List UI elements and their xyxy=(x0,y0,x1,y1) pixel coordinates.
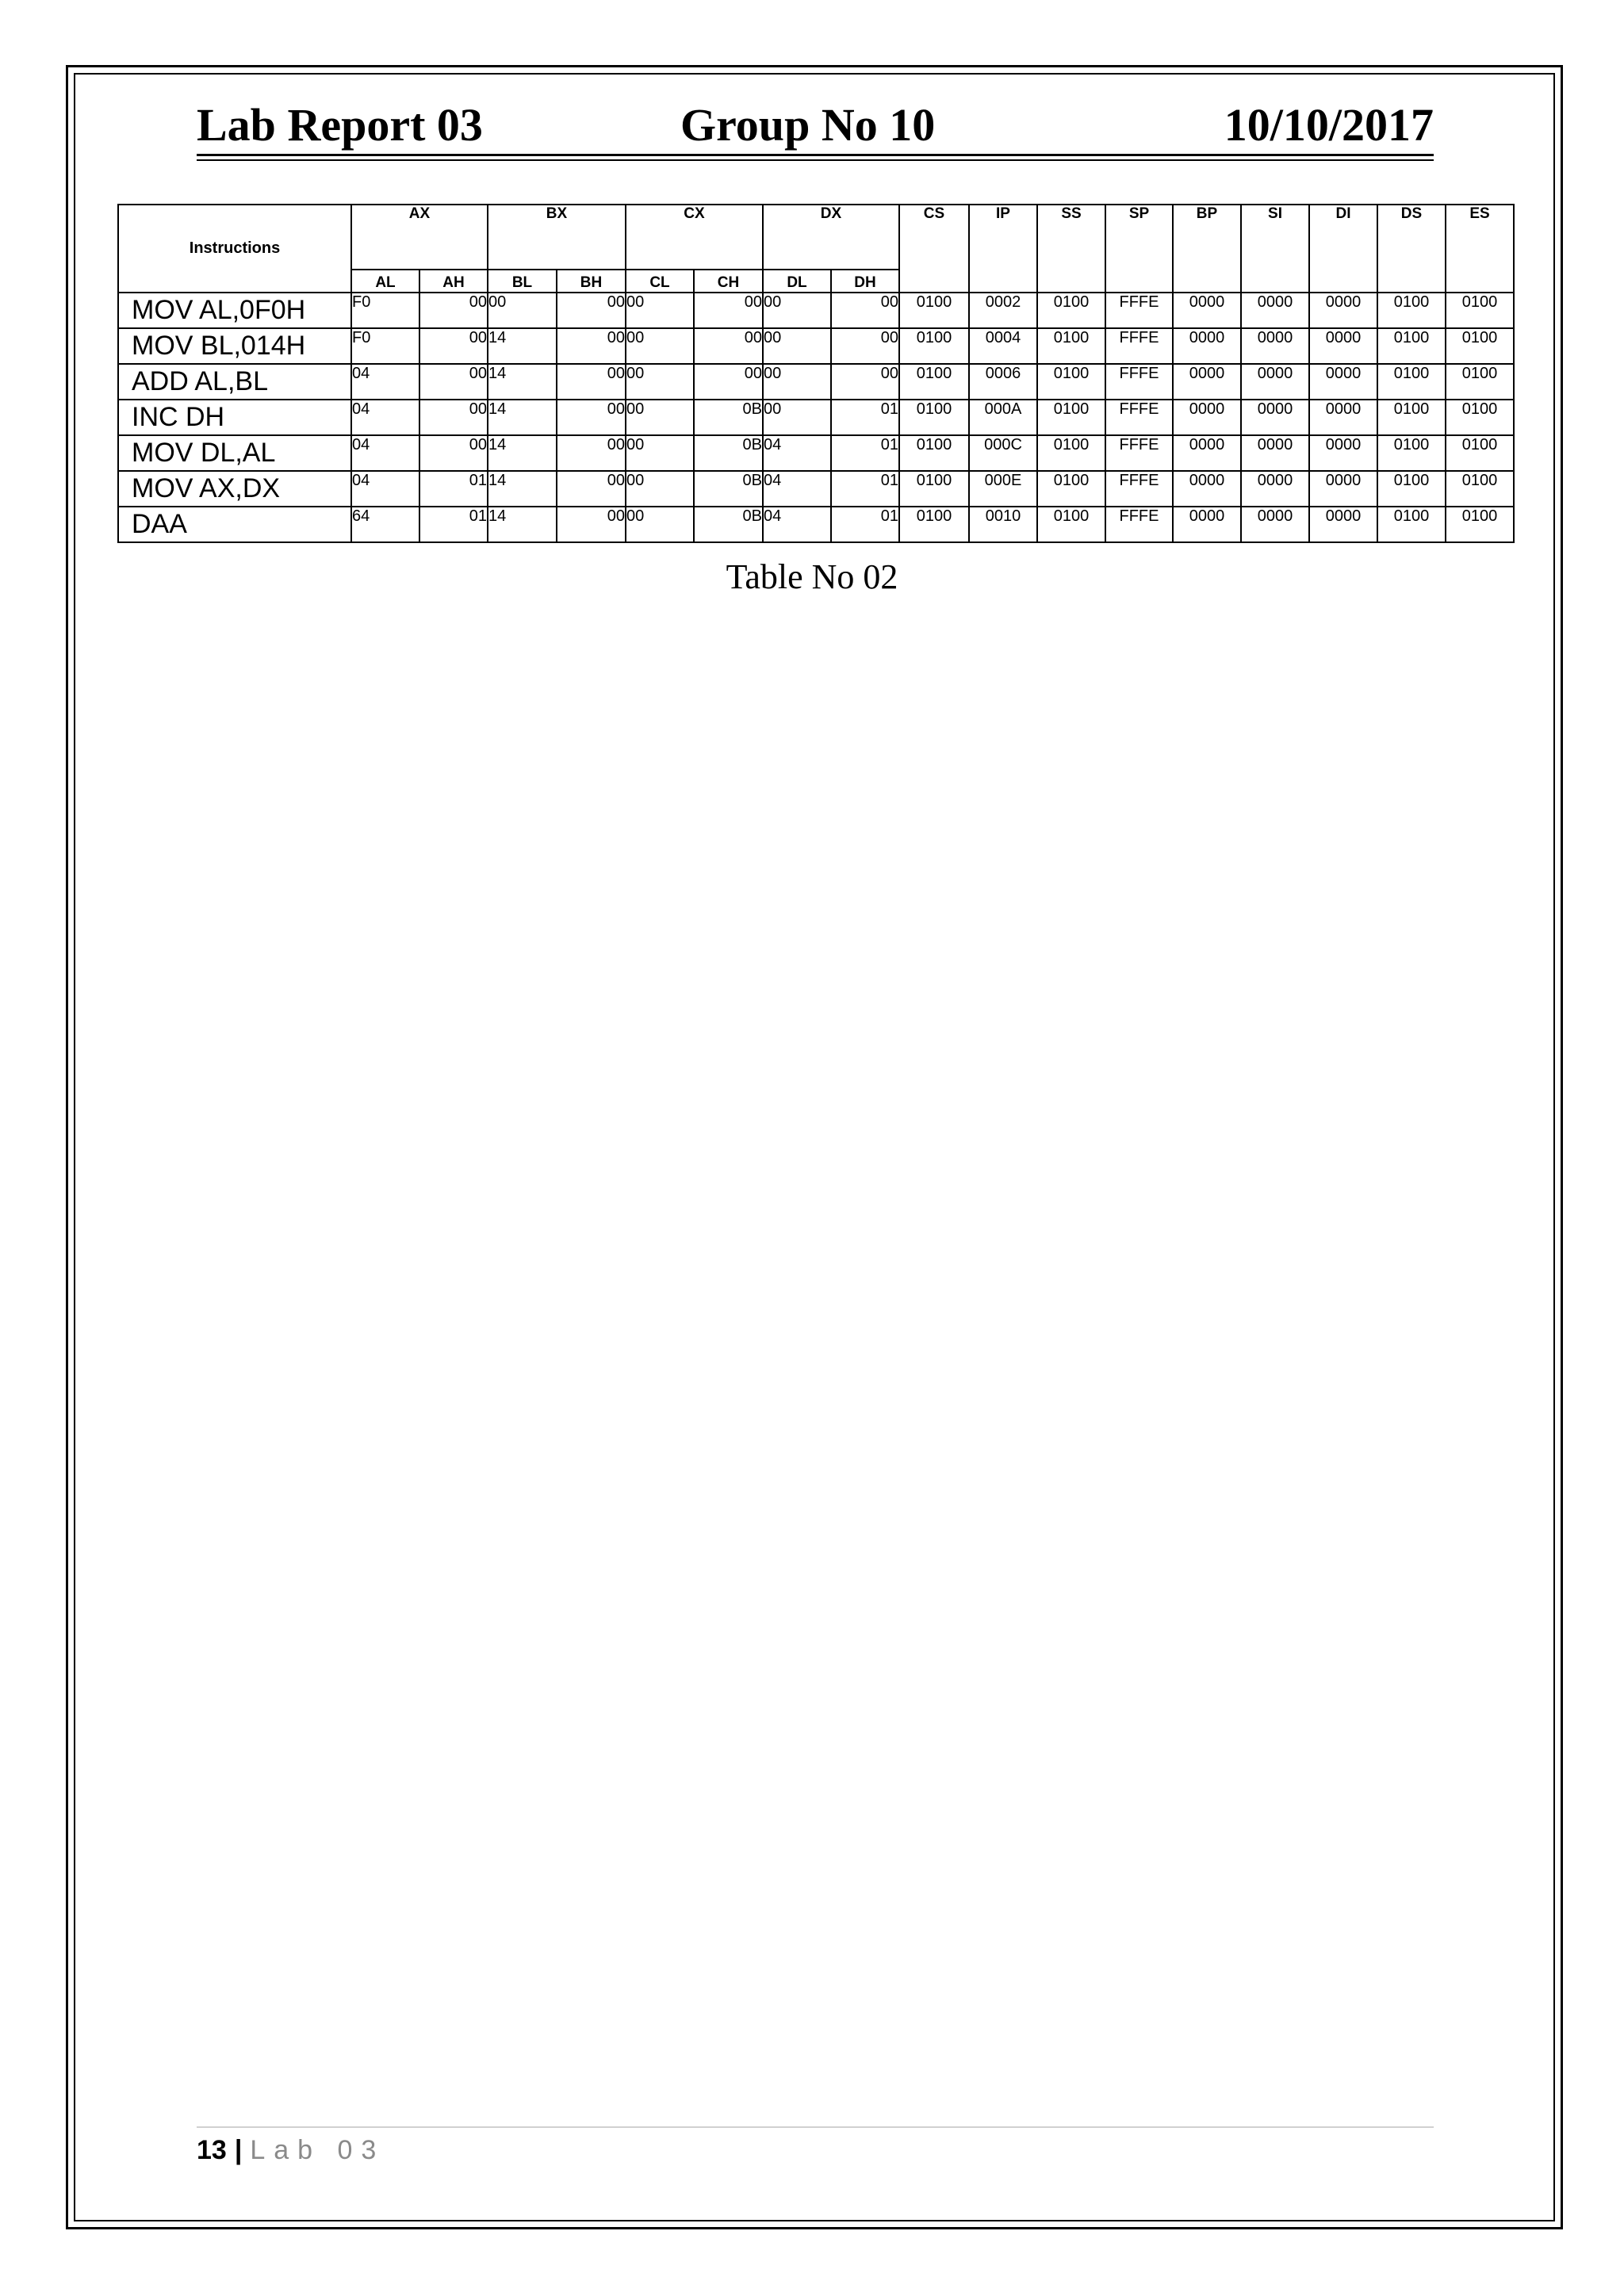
register-value-cell: 00 xyxy=(626,400,694,435)
register-value-cell: 00 xyxy=(557,400,626,435)
register-value-cell: 00 xyxy=(557,328,626,364)
register-header: SP xyxy=(1105,205,1173,293)
header-row-top xyxy=(118,205,1514,270)
header-rule-thin xyxy=(197,159,1434,161)
register-value-cell: 0100 xyxy=(899,471,969,507)
register-value-cell: 0000 xyxy=(1309,435,1377,471)
register-value-cell: 0100 xyxy=(1377,293,1446,328)
register-value-cell: 0B xyxy=(694,471,763,507)
register-value-cell: 0000 xyxy=(1241,471,1309,507)
table-row xyxy=(118,293,1514,328)
register-value-cell: 0000 xyxy=(1173,364,1241,400)
table-caption: Table No 02 xyxy=(726,557,898,596)
register-value-cell: 01 xyxy=(831,400,899,435)
register-value-cell: F0 xyxy=(351,328,419,364)
instruction-cell: INC DH xyxy=(118,400,351,435)
register-value-cell: 00 xyxy=(763,364,831,400)
register-value-cell: 00 xyxy=(557,507,626,542)
register-value-cell: 0100 xyxy=(1037,471,1105,507)
register-value-cell: 0000 xyxy=(1241,364,1309,400)
register-value-cell: 0000 xyxy=(1173,507,1241,542)
sub-header: AH xyxy=(419,270,488,293)
register-value-cell: 00 xyxy=(419,400,488,435)
footer-separator: | xyxy=(234,2135,243,2165)
instruction-cell: ADD AL,BL xyxy=(118,364,351,400)
register-value-cell: 00 xyxy=(626,328,694,364)
register-value-cell: 00 xyxy=(626,507,694,542)
register-value-cell: 0006 xyxy=(969,364,1037,400)
register-value-cell: 00 xyxy=(626,364,694,400)
register-value-cell: 0000 xyxy=(1309,400,1377,435)
table-body xyxy=(118,293,1514,542)
register-value-cell: 00 xyxy=(557,364,626,400)
register-value-cell: 14 xyxy=(488,471,557,507)
register-value-cell: 0000 xyxy=(1241,507,1309,542)
instruction-cell: MOV BL,014H xyxy=(118,328,351,364)
register-value-cell: 00 xyxy=(557,293,626,328)
register-value-cell: 0010 xyxy=(969,507,1037,542)
register-header: BP xyxy=(1173,205,1241,293)
register-value-cell: 0000 xyxy=(1309,471,1377,507)
register-value-cell: 0B xyxy=(694,435,763,471)
register-value-cell: 0100 xyxy=(899,507,969,542)
sub-header: BH xyxy=(557,270,626,293)
register-value-cell: 000A xyxy=(969,400,1037,435)
header-rule xyxy=(197,154,1434,156)
register-value-cell: 01 xyxy=(831,507,899,542)
group-header: DX xyxy=(763,205,899,270)
sub-header: CL xyxy=(626,270,694,293)
register-value-cell: 0100 xyxy=(1446,435,1514,471)
register-value-cell: 0100 xyxy=(899,364,969,400)
register-header: DS xyxy=(1377,205,1446,293)
register-value-cell: 14 xyxy=(488,328,557,364)
instructions-header: Instructions xyxy=(118,205,351,293)
register-value-cell: 0002 xyxy=(969,293,1037,328)
register-value-cell: 0100 xyxy=(1446,364,1514,400)
sub-header: AL xyxy=(351,270,419,293)
register-header: ES xyxy=(1446,205,1514,293)
register-value-cell: 0100 xyxy=(1377,435,1446,471)
register-value-cell: F0 xyxy=(351,293,419,328)
register-header: SI xyxy=(1241,205,1309,293)
register-value-cell: 00 xyxy=(763,293,831,328)
register-value-cell: 00 xyxy=(557,471,626,507)
register-value-cell: 0000 xyxy=(1173,435,1241,471)
register-value-cell: 0100 xyxy=(1037,293,1105,328)
register-value-cell: FFFE xyxy=(1105,364,1173,400)
register-value-cell: 0000 xyxy=(1241,435,1309,471)
table-row xyxy=(118,328,1514,364)
register-value-cell: 64 xyxy=(351,507,419,542)
page-footer xyxy=(197,2131,385,2169)
register-value-cell: 000C xyxy=(969,435,1037,471)
register-value-cell: FFFE xyxy=(1105,328,1173,364)
page-header xyxy=(197,94,1434,159)
register-value-cell: 01 xyxy=(831,471,899,507)
register-value-cell: 0100 xyxy=(1377,364,1446,400)
group-number: Group No 10 xyxy=(680,99,936,151)
sub-header: CH xyxy=(694,270,763,293)
register-value-cell: 00 xyxy=(694,293,763,328)
group-header: CX xyxy=(626,205,763,270)
table-row xyxy=(118,507,1514,542)
register-value-cell: FFFE xyxy=(1105,507,1173,542)
register-value-cell: 00 xyxy=(557,435,626,471)
table-row xyxy=(118,400,1514,435)
register-value-cell: 01 xyxy=(419,471,488,507)
register-value-cell: 0100 xyxy=(1446,328,1514,364)
register-value-cell: 01 xyxy=(831,435,899,471)
sub-header: BL xyxy=(488,270,557,293)
register-value-cell: 00 xyxy=(694,328,763,364)
register-value-cell: FFFE xyxy=(1105,471,1173,507)
register-value-cell: 0000 xyxy=(1309,293,1377,328)
register-value-cell: 00 xyxy=(626,293,694,328)
register-value-cell: 0100 xyxy=(899,328,969,364)
register-value-cell: FFFE xyxy=(1105,435,1173,471)
register-value-cell: 0000 xyxy=(1173,400,1241,435)
register-table xyxy=(117,204,1515,543)
register-value-cell: 01 xyxy=(419,507,488,542)
register-header: IP xyxy=(969,205,1037,293)
register-value-cell: 14 xyxy=(488,507,557,542)
register-value-cell: 04 xyxy=(763,435,831,471)
register-value-cell: 0B xyxy=(694,400,763,435)
report-title: Lab Report 03 xyxy=(197,99,483,151)
register-value-cell: 04 xyxy=(351,435,419,471)
register-value-cell: 0000 xyxy=(1241,293,1309,328)
register-value-cell: 0000 xyxy=(1173,293,1241,328)
register-value-cell: 0100 xyxy=(1377,328,1446,364)
register-value-cell: 0000 xyxy=(1309,364,1377,400)
register-value-cell: 0100 xyxy=(899,400,969,435)
register-value-cell: 0B xyxy=(694,507,763,542)
register-value-cell: 04 xyxy=(763,471,831,507)
sub-header: DH xyxy=(831,270,899,293)
register-value-cell: 14 xyxy=(488,400,557,435)
register-value-cell: 00 xyxy=(419,364,488,400)
register-value-cell: 0100 xyxy=(1446,507,1514,542)
register-value-cell: 00 xyxy=(626,435,694,471)
instruction-cell: MOV AL,0F0H xyxy=(118,293,351,328)
table-row xyxy=(118,471,1514,507)
register-value-cell: 0100 xyxy=(1377,471,1446,507)
register-value-cell: 00 xyxy=(831,328,899,364)
register-value-cell: 0100 xyxy=(1037,328,1105,364)
register-value-cell: 00 xyxy=(763,328,831,364)
register-header: SS xyxy=(1037,205,1105,293)
register-value-cell: 14 xyxy=(488,435,557,471)
register-value-cell: 000E xyxy=(969,471,1037,507)
register-value-cell: 0000 xyxy=(1241,328,1309,364)
register-value-cell: 00 xyxy=(763,400,831,435)
register-value-cell: 0100 xyxy=(1037,507,1105,542)
report-date: 10/10/2017 xyxy=(1224,99,1434,151)
register-value-cell: 14 xyxy=(488,364,557,400)
register-value-cell: 04 xyxy=(351,364,419,400)
table-row xyxy=(118,435,1514,471)
footer-label: Lab 03 xyxy=(250,2135,385,2165)
register-value-cell: 00 xyxy=(831,364,899,400)
register-value-cell: 00 xyxy=(626,471,694,507)
group-header: BX xyxy=(488,205,626,270)
instruction-cell: MOV DL,AL xyxy=(118,435,351,471)
register-value-cell: 00 xyxy=(419,435,488,471)
register-value-cell: 0000 xyxy=(1309,507,1377,542)
register-value-cell: 0100 xyxy=(1037,364,1105,400)
register-value-cell: 0000 xyxy=(1173,328,1241,364)
register-value-cell: 0000 xyxy=(1241,400,1309,435)
register-value-cell: 0100 xyxy=(1037,435,1105,471)
register-value-cell: 0100 xyxy=(1446,293,1514,328)
register-value-cell: 00 xyxy=(419,293,488,328)
register-value-cell: 0100 xyxy=(1446,400,1514,435)
register-value-cell: 00 xyxy=(694,364,763,400)
register-value-cell: 0000 xyxy=(1173,471,1241,507)
table-row xyxy=(118,364,1514,400)
instruction-cell: MOV AX,DX xyxy=(118,471,351,507)
register-value-cell: 0100 xyxy=(1377,400,1446,435)
register-value-cell: 04 xyxy=(351,400,419,435)
instruction-cell: DAA xyxy=(118,507,351,542)
register-value-cell: 0100 xyxy=(1037,400,1105,435)
register-value-cell: 00 xyxy=(488,293,557,328)
sub-header: DL xyxy=(763,270,831,293)
register-header: CS xyxy=(899,205,969,293)
register-value-cell: 0100 xyxy=(899,435,969,471)
footer-rule xyxy=(197,2126,1434,2128)
register-value-cell: 04 xyxy=(763,507,831,542)
register-value-cell: 04 xyxy=(351,471,419,507)
register-value-cell: 0000 xyxy=(1309,328,1377,364)
register-value-cell: 0004 xyxy=(969,328,1037,364)
register-header: DI xyxy=(1309,205,1377,293)
register-value-cell: 0100 xyxy=(1377,507,1446,542)
page-number: 13 xyxy=(197,2135,227,2165)
register-value-cell: 00 xyxy=(419,328,488,364)
group-header: AX xyxy=(351,205,488,270)
register-value-cell: FFFE xyxy=(1105,400,1173,435)
register-value-cell: FFFE xyxy=(1105,293,1173,328)
register-value-cell: 00 xyxy=(831,293,899,328)
register-value-cell: 0100 xyxy=(899,293,969,328)
register-value-cell: 0100 xyxy=(1446,471,1514,507)
